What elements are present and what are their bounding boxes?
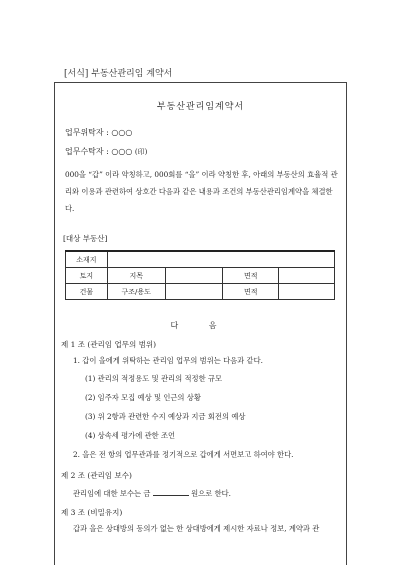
land-label: 토지 bbox=[66, 268, 108, 284]
jimok-label: 지목 bbox=[107, 268, 165, 284]
location-value bbox=[107, 251, 334, 268]
entrusting-party: 업무위탁자 : ○○○ bbox=[65, 128, 133, 137]
accepting-party-label: 업무수탁자 : ○○○ bbox=[65, 147, 133, 156]
fee-blank bbox=[153, 487, 189, 496]
article2-heading: 제 2 조 (관리임 보수) bbox=[61, 471, 132, 480]
fee-text-after: 원으로 한다. bbox=[191, 489, 231, 498]
article1-sub2: (2) 임주자 모집 예상 및 인근의 상황 bbox=[85, 393, 201, 402]
building-area-label: 면적 bbox=[223, 284, 279, 300]
contract-document bbox=[54, 82, 347, 565]
article1-heading: 제 1 조 (관리임 업무의 범위) bbox=[61, 340, 156, 349]
article1-sub1: (1) 관리의 적정용도 및 관리의 적정한 규모 bbox=[85, 374, 223, 383]
article1-sub4: (4) 상속세 평가에 관한 조언 bbox=[85, 431, 176, 440]
land-area-label: 면적 bbox=[223, 268, 279, 284]
daum-heading: 다 음 bbox=[170, 321, 231, 330]
seal-mark: (印) bbox=[134, 148, 148, 156]
jimok-value bbox=[165, 268, 223, 284]
intro-paragraph: 000을 “갑” 이라 약칭하고, 000회를 “을” 이라 약칭한 후, 아래의 부동산의 효율적 관리와 이용과 관련하여 상호간 다음과 같은 내용과 조건의 부동산관리임계약을 체결한다. bbox=[65, 170, 338, 213]
property-heading: [대상 부동산] bbox=[63, 234, 108, 243]
table-row bbox=[66, 251, 335, 268]
form-label: [서식] 부동산관리임 계약서 bbox=[64, 69, 173, 79]
structure-value bbox=[165, 284, 223, 300]
building-label: 건물 bbox=[66, 284, 108, 300]
structure-label: 구조/용도 bbox=[107, 284, 165, 300]
document-title: 부동산관리임계약서 bbox=[156, 102, 245, 112]
article1-item1: 1. 갑이 을에게 위탁하는 관리임 업무의 범위는 다음과 같다. bbox=[73, 356, 263, 365]
article1-sub3: (3) 위 2항과 관련한 수지 예상과 지금 회전의 예상 bbox=[85, 412, 246, 421]
fee-text-before: 관리임에 대한 보수는 금 bbox=[73, 489, 151, 498]
property-table bbox=[65, 250, 335, 300]
table-row bbox=[66, 284, 335, 300]
article3-text: 갑과 을은 상대방의 동의가 없는 한 상대방에게 제시한 자료나 정보, 계약과 관 bbox=[73, 524, 320, 533]
article2-text bbox=[73, 487, 231, 499]
location-label: 소재지 bbox=[66, 251, 108, 268]
table-row bbox=[66, 268, 335, 284]
building-area-value bbox=[279, 284, 335, 300]
land-area-value bbox=[279, 268, 335, 284]
article3-heading: 제 3 조 (비밀유지) bbox=[61, 508, 123, 517]
article1-item2: 2. 을은 전 항의 업무관과를 정기적으로 갑에게 서면보고 하여야 한다. bbox=[73, 450, 294, 459]
accepting-party bbox=[65, 146, 147, 157]
